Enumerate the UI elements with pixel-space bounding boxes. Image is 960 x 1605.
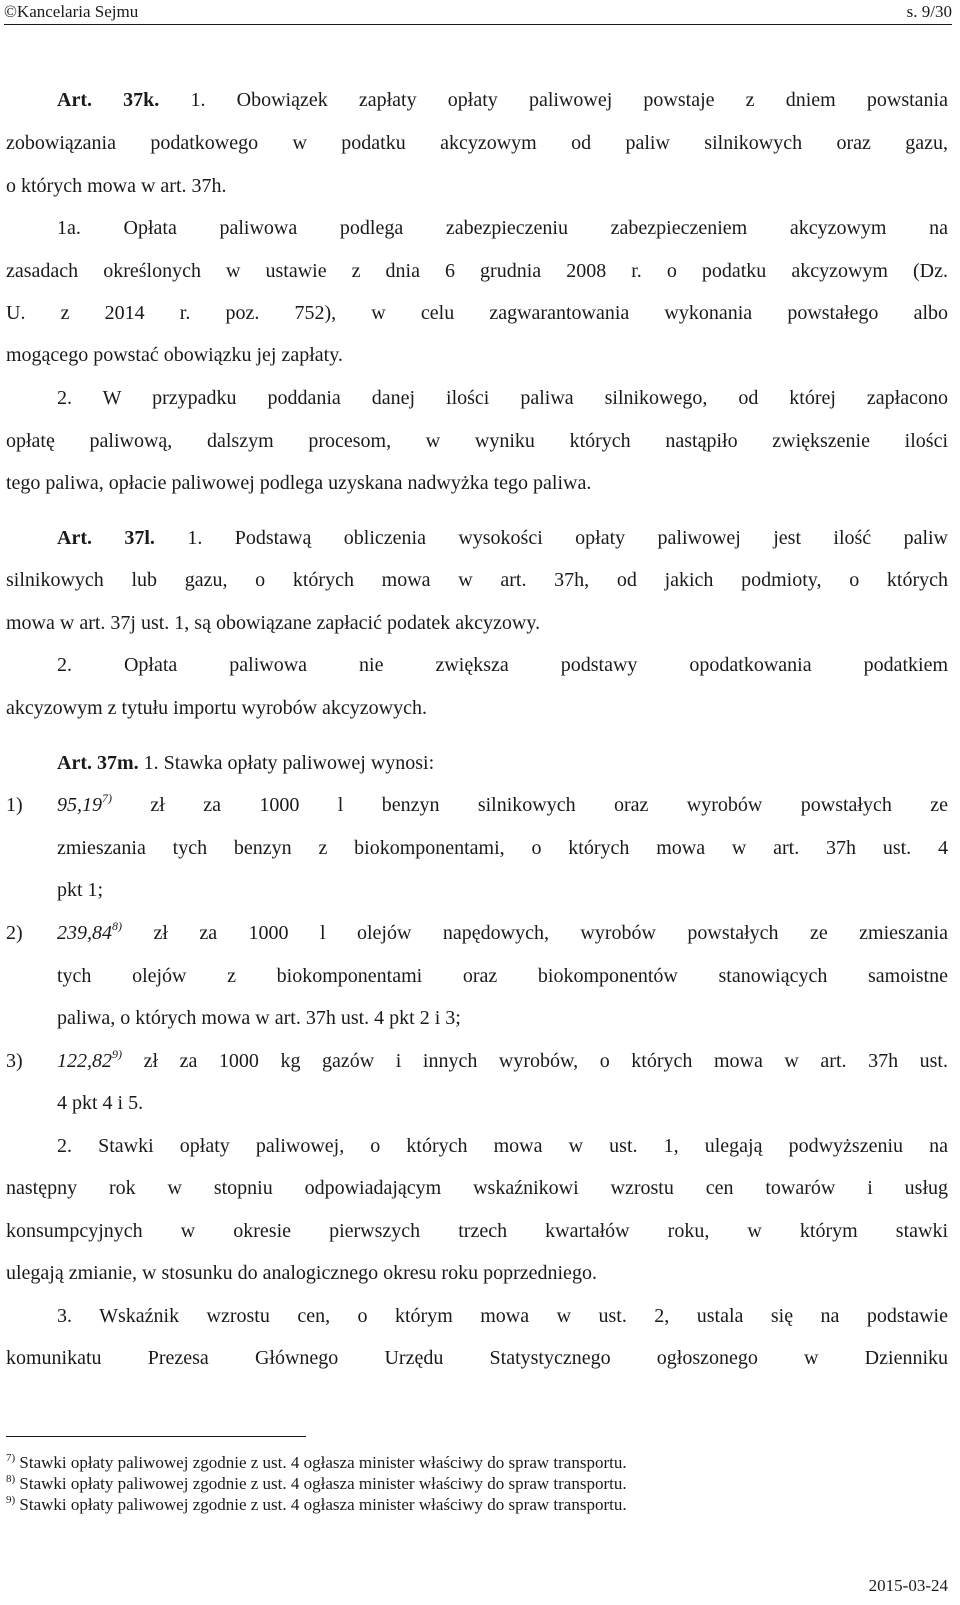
art37k-heading: Art. 37k. — [57, 89, 160, 111]
art37l-line-2: silnikowych lub gazu, o których mowa w art. 37h, od jakich podmioty, o których — [6, 569, 948, 591]
list-item-text: zł za 1000 kg gazów i innych wyrobów, o których mowa w art. 37h ust. — [122, 1050, 948, 1072]
list-item-1-line-3: pkt 1; — [57, 879, 104, 901]
art37m-2-line-2: następny rok w stopniu odpowiadającym wskaźnikowi wzrostu cen towarów i usług — [6, 1177, 948, 1199]
list-item-2-line-2: tych olejów z biokomponentami oraz biokomponentów stanowiących samoistne — [57, 965, 948, 987]
rate-value: 239,84 — [57, 922, 112, 944]
footnote-ref: 9) — [112, 1047, 122, 1061]
art37m-3-line-1: 3. Wskaźnik wzrostu cen, o którym mowa w ust. 2, ustala się na podstawie — [57, 1305, 948, 1327]
rate-value: 122,82 — [57, 1050, 112, 1072]
list-item-number: 1) — [6, 794, 23, 816]
list-item-3-line-1 — [57, 1048, 948, 1074]
footnote-mark: 8) — [6, 1473, 16, 1485]
list-item-text: zł za 1000 l benzyn silnikowych oraz wyrobów powstałych ze — [112, 794, 948, 816]
footnote-text: Stawki opłaty paliwowej zgodnie z ust. 4 ogłasza minister właściwy do spraw transportu. — [15, 1474, 627, 1493]
art37l-p1-line: 1. Podstawą obliczenia wysokości opłaty paliwowej jest ilość paliw — [154, 527, 949, 549]
art37l-2-line-2: akcyzowym z tytułu importu wyrobów akcyzowych. — [6, 697, 428, 719]
list-item-1-line-1 — [57, 792, 948, 818]
art37m-3-line-2: komunikatu Prezesa Głównego Urzędu Statystycznego ogłoszonego w Dzienniku — [6, 1347, 948, 1369]
footnote-8 — [6, 1474, 627, 1494]
page-number: s. 9/30 — [906, 2, 952, 21]
footnote-9 — [6, 1495, 627, 1515]
art37k-2-line-3: tego paliwa, opłacie paliwowej podlega uzyskana nadwyżka tego paliwa. — [6, 472, 592, 494]
footnote-text: Stawki opłaty paliwowej zgodnie z ust. 4 ogłasza minister właściwy do spraw transportu. — [15, 1453, 627, 1472]
art37l-2-line-1: 2. Opłata paliwowa nie zwiększa podstawy opodatkowania podatkiem — [57, 654, 948, 676]
art37m-2-line-3: konsumpcyjnych w okresie pierwszych trzech kwartałów roku, w którym stawki — [6, 1220, 948, 1242]
footnote-ref: 8) — [112, 919, 122, 933]
list-item-1-line-2: zmieszania tych benzyn z biokomponentami, o których mowa w art. 37h ust. 4 — [57, 837, 948, 859]
art37k-1a-line-2: zasadach określonych w ustawie z dnia 6 grudnia 2008 r. o podatku akcyzowym (Dz. — [6, 260, 948, 282]
art37k-1a-line-3: U. z 2014 r. poz. 752), w celu zagwarantowania wykonania powstałego albo — [6, 302, 948, 324]
footnote-mark: 9) — [6, 1494, 16, 1506]
list-item-3-line-2: 4 pkt 4 i 5. — [57, 1092, 144, 1114]
page-header — [0, 0, 960, 26]
art37k-line-2: zobowiązania podatkowego w podatku akcyzowym od paliw silnikowych oraz gazu, — [6, 132, 948, 154]
art37k-1a-line-4: mogącego powstać obowiązku jej zapłaty. — [6, 344, 343, 366]
art37m-heading: Art. 37m. — [57, 752, 139, 774]
footnote-ref: 7) — [102, 791, 112, 805]
art37l-line-1 — [57, 525, 948, 551]
art37l-line-3: mowa w art. 37j ust. 1, są obowiązane zapłacić podatek akcyzowy. — [6, 612, 541, 634]
art37m-2-line-4: ulegają zmianie, w stosunku do analogicznego okresu roku poprzedniego. — [6, 1262, 597, 1284]
list-item-2-line-3: paliwa, o których mowa w art. 37h ust. 4 pkt 2 i 3; — [57, 1007, 461, 1029]
art37m-line-1 — [57, 750, 948, 776]
art37k-line-1 — [57, 87, 948, 113]
publisher-label: ©Kancelaria Sejmu — [4, 2, 139, 21]
publication-date: 2015-03-24 — [868, 1576, 948, 1595]
list-item-text: zł za 1000 l olejów napędowych, wyrobów powstałych ze zmieszania — [122, 922, 948, 944]
art37k-p1-line: 1. Obowiązek zapłaty opłaty paliwowej powstaje z dniem powstania — [159, 89, 948, 111]
art37m-2-line-1: 2. Stawki opłaty paliwowej, o których mowa w ust. 1, ulegają podwyższeniu na — [57, 1135, 948, 1157]
footnote-mark: 7) — [6, 1452, 16, 1464]
art37k-1a-line-1: 1a. Opłata paliwowa podlega zabezpieczeniu zabezpieczeniem akcyzowym na — [57, 217, 948, 239]
art37m-intro: 1. Stawka opłaty paliwowej wynosi: — [138, 752, 435, 774]
art37l-heading: Art. 37l. — [57, 527, 155, 549]
list-item-number: 3) — [6, 1050, 23, 1072]
art37k-2-line-1: 2. W przypadku poddania danej ilości paliwa silnikowego, od której zapłacono — [57, 387, 948, 409]
art37k-line-3: o których mowa w art. 37h. — [6, 175, 227, 197]
header-rule — [4, 24, 952, 25]
rate-value: 95,19 — [57, 794, 102, 816]
footnote-7 — [6, 1453, 627, 1473]
art37k-2-line-2: opłatę paliwową, dalszym procesom, w wyniku których nastąpiło zwiększenie ilości — [6, 430, 948, 452]
list-item-number: 2) — [6, 922, 23, 944]
footnote-text: Stawki opłaty paliwowej zgodnie z ust. 4 ogłasza minister właściwy do spraw transportu. — [15, 1495, 627, 1514]
footnote-rule — [6, 1436, 306, 1437]
list-item-2-line-1 — [57, 920, 948, 946]
